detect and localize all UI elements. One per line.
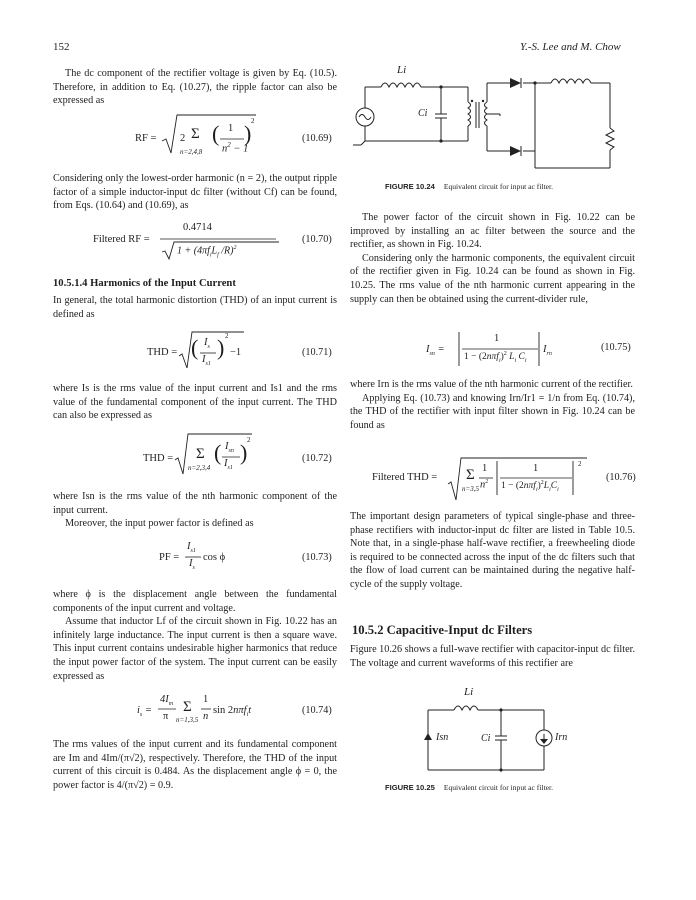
figure-10-24-caption: FIGURE 10.24 Equivalent circuit for input ac filter. bbox=[385, 182, 554, 191]
page-number: 152 bbox=[53, 41, 70, 53]
left-para-7: where ϕ is the displacement angle between the fundamental components of the input current and voltage. Assume that inductor Lf of the circuit shown in Fig. 10.22 has an infinitely large inductance. The input current is then a square wave. This input current contains undesirable higher harmonics that reduce the input power factor of the system. The input current can be easily expressed as bbox=[53, 589, 337, 682]
right-para-5: The important design parameters of typical single-phase and three-phase rectifiers with inductor-input dc filter are listed in Table 10.5. Note that, in a single-phase half-wave rectifier, a freewheeling diode is required to be connected across the input of the dc filters such that the flow of load current can be maintained during the negative half-cycle of the supply voltage. bbox=[350, 511, 635, 590]
fig24-caption-label: FIGURE 10.24 bbox=[385, 182, 435, 191]
fig25-label-ci: Ci bbox=[481, 733, 491, 744]
left-para-4: where Is is the rms value of the input current and Is1 and the rms value of the fundamental component of the input current. The THD can also be expressed as bbox=[53, 383, 337, 422]
left-para-3: In general, the total harmonic distortion (THD) of an input current is defined as bbox=[53, 295, 337, 320]
left-para-9: The rms values of the input current and its fundamental component are Im and 4Im/(π√2), respectively. Therefore, the THD of the input current of this circuit is 0.484. As the displacement angle ϕ = 0, the power factor is 4/(π√2) = 0.9. bbox=[53, 739, 337, 791]
fig24-label-ci: Ci bbox=[418, 108, 428, 119]
section-heading-capacitive: 10.5.2 Capacitive-Input dc Filters bbox=[352, 623, 533, 637]
left-para-1: The dc component of the rectifier voltage is given by Eq. (10.5). Therefore, in addition to Eq. (10.27), the ripple factor can also be expressed as bbox=[53, 68, 337, 107]
figure-10-24-circuit bbox=[345, 58, 645, 170]
right-para-1: The power factor of the circuit shown in Fig. 10.22 can be improved by installing an ac filter between the source and the rectifier, as shown in Fig. 10.24. Considering only the harmonic components, the equivalent circuit of the rectifier given in Fig. 10.24 can be found as shown in Fig. 10.25. The rms value of the nth harmonic current appearing in the supply can then be obtained using the current-divider rule, bbox=[350, 212, 635, 305]
fig24-label-li: Li bbox=[397, 64, 407, 76]
running-header-authors: Y.-S. Lee and M. Chow bbox=[520, 41, 621, 53]
left-para-2: Considering only the lowest-order harmonic (n = 2), the output ripple factor of a simple inductor-input dc filter (without Cf) can be found, from Eqs. (10.64) and (10.69), as bbox=[53, 173, 337, 212]
right-para-3: where Irn is the rms value of the nth harmonic current of the rectifier. Applying Eq. (10.73) and knowing Irn/Ir1 = 1/n from Eq. (10.74), the THD of the rectifier with input filter shown in Fig. 10.24 can be found as bbox=[350, 379, 635, 431]
fig25-caption-label: FIGURE 10.25 bbox=[385, 783, 435, 792]
section-heading-harmonics: 10.5.1.4 Harmonics of the Input Current bbox=[53, 278, 236, 289]
fig25-label-li: Li bbox=[464, 686, 474, 698]
fig25-label-irn: Irn bbox=[555, 732, 568, 743]
right-para-6: Figure 10.26 shows a full-wave rectifier with capacitor-input dc filter. The voltage and current waveforms of this rectifier are bbox=[350, 644, 635, 669]
left-para-5: where Isn is the rms value of the nth harmonic component of the input current. Moreover, the input power factor is defined as bbox=[53, 491, 337, 530]
figure-10-25-caption: FIGURE 10.25 Equivalent circuit for input ac filter. bbox=[385, 783, 554, 792]
fig25-label-isn: Isn bbox=[436, 732, 449, 743]
